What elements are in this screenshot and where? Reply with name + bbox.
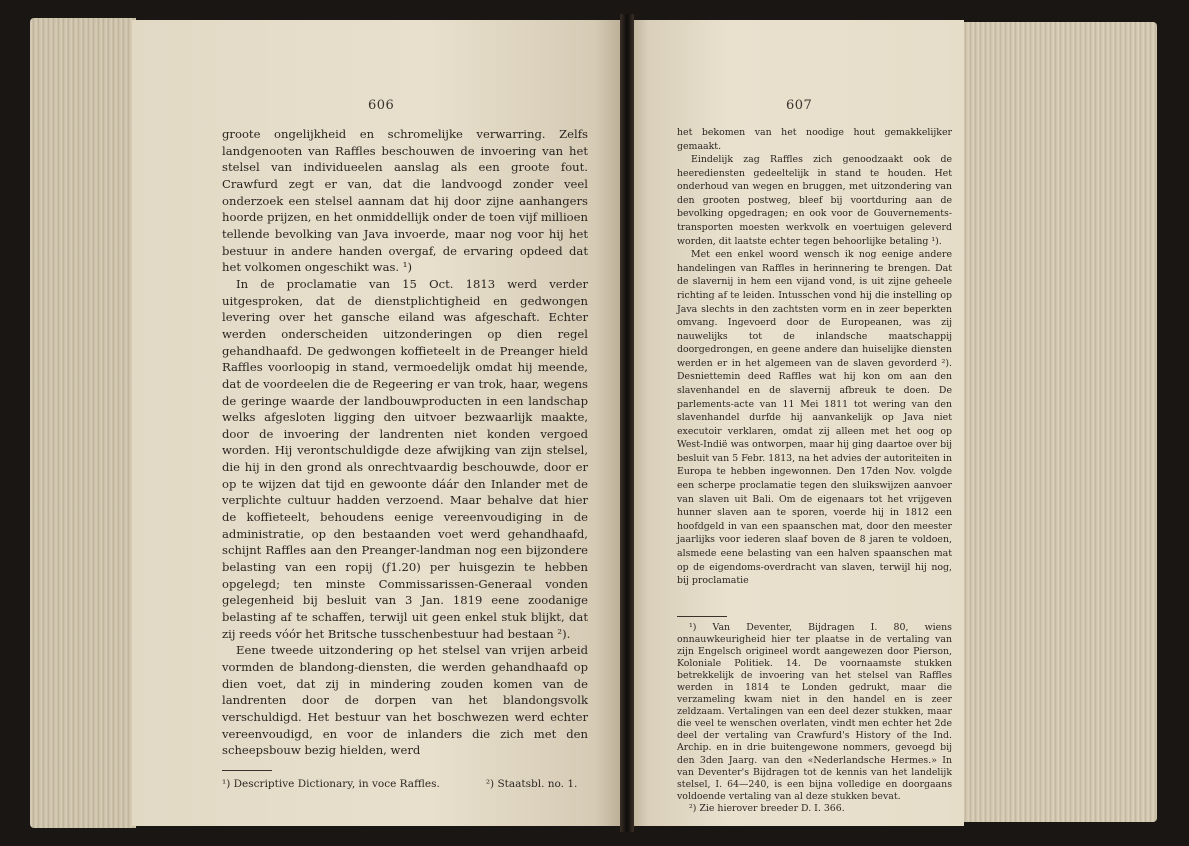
page-edges-left — [30, 18, 136, 828]
left-footnote-1: ¹) Descriptive Dictionary, in voce Raffles. — [222, 778, 440, 790]
right-paragraph-3: Met een enkel woord wensch ik nog eenige andere handelingen van Raffles in herinnering te brengen. Dat de slavernij in hem een vijand vond, is uit zijne geheele richting af te leiden. Intusschen vond hij die instelling op Java slechts in den zachtsten vorm en in zeer beperkten omvang. Ingevoerd door de Europeanen, was zij nauwelijks tot de inlandsche maatschappij doorgedrongen, en geene andere dan huiselijke diensten werden er in het algemeen van de slaven gevorderd ²). Desniettemin deed Raffles wat hij kon om aan den slavenhandel en de slavernij afbreuk te doen. De parlements-acte van 11 Mei 1811 tot wering van den slavenhandel durfde hij aanvankelijk op Java niet executoir verklaren, omdat zij alleen met het oog op West-Indië was ontworpen, maar hij ging daartoe over bij besluit van 5 Febr. 1813, na het advies der autoriteiten in Europa te hebben ingewonnen. Den 17den Nov. volgde een scherpe proclamatie tegen den sluikswijzen aanvoer van slaven uit Bali. Om de eigenaars tot het vrijgeven hunner slaven aan te sporen, voerde hij in 1812 een hoofdgeld in van een spaanschen mat, door den meester jaarlijks voor iederen slaaf boven de 8 jaren te voldoen, alsmede eene belasting van een halven spaanschen mat op de eigendoms-overdracht van slaven, terwijl hij nog, bij proclamatie — [677, 249, 952, 587]
right-footnotes — [677, 622, 952, 815]
right-page-body — [677, 126, 952, 588]
right-page-number: 607 — [786, 98, 813, 113]
right-paragraph-2: Eindelijk zag Raffles zich genoodzaakt ook de heerediensten gedeeltelijk in stand te houden. Het onderhoud van wegen en bruggen, met uitzondering van den grooten postweg, bleef bij voortduring aan de bevolking opgedragen; en ook voor de Gouvernements-transporten moesten werkvolk en voertuigen geleverd worden, dit laatste echter tegen behoorlijke betaling ¹). — [677, 154, 952, 247]
left-paragraph-2: In de proclamatie van 15 Oct. 1813 werd verder uitgesproken, dat de dienstplichtigheid en gedwongen levering over het gansche eiland was afgeschaft. Echter werden onderscheiden uitzonderingen op dien regel gehandhaafd. De gedwongen koffieteelt in de Preanger hield Raffles voorloopig in stand, vermoedelijk omdat hij meende, dat de voordeelen die de Regeering er van trok, haar, wegens de geringe waarde der landbouwproducten in een landschap welks afgesloten ligging den uitvoer bezwaarlijk maakte, door de invoering der landrenten niet konden vergoed worden. Hij verontschuldigde deze afwijking van zijn stelsel, die hij in den grond als onrechtvaardig beschouwde, door er op te wijzen dat tijd en gewoonte dáár den Inlander met de verplichte cultuur hadden verzoend. Maar behalve dat hier de koffieteelt, behoudens eenige vereenvoudiging in de administratie, op den bestaanden voet werd gehandhaafd, schijnt Raffles aan den Preanger-landman nog een bijzondere belasting van een ropij (ƒ1.20) per huisgezin te hebben opgelegd; ten minste Commissarissen-Generaal vonden gelegenheid bij besluit van 3 Jan. 1819 eene zoodanige belasting af te schaffen, terwijl uit geen enkel stuk blijkt, dat zij reeds vóór het Britsche tusschenbestuur had bestaan ²). — [222, 276, 588, 641]
left-page-body — [222, 126, 588, 759]
left-footnote-rule — [222, 770, 272, 771]
book-gutter — [620, 14, 634, 832]
left-paragraph-1: groote ongelijkheid en schromelijke verwarring. Zelfs landgenooten van Raffles beschouwen de invoering van het stelsel van individueelen aanslag als een groote fout. Crawfurd zegt er van, dat die landvoogd zonder veel onderzoek een stelsel aannam dat hij door zijne aanhangers hoorde prijzen, en het onmiddellijk onder de toen vijf millioen tellende bevolking van Java invoerde, maar nog voor hij het bestuur in andere handen overgaf, de ervaring opdeed dat het volkomen ongeschikt was. ¹) — [222, 127, 588, 275]
right-footnote-rule — [677, 616, 727, 617]
right-paragraph-1: het bekomen van het noodige hout gemakkelijker gemaakt. — [677, 127, 952, 152]
page-edges-right — [962, 22, 1157, 822]
right-footnote-1: ¹) Van Deventer, Bijdragen I. 80, wiens onnauwkeurigheid hier ter plaatse in de vertaling van zijn Engelsch origineel wordt aangewezen door Pierson, Koloniale Politiek. 14. De voornaamste stukken betrekkelijk de invoering van het stelsel van Raffles werden in 1814 te Londen gedrukt, maar die verzameling kwam niet in den handel en is zeer zeldzaam. Vertalingen van een deel dezer stukken, maar die veel te wenschen overlaten, vindt men echter het 2de deel der vertaling van Crawfurd's History of the Ind. Archip. en in drie buitengewone nommers, gevoegd bij den 3den Jaarg. van den «Nederlandsche Hermes.» In van Deventer's Bijdragen tot de kennis van het landelijk stelsel, I. 64—240, is een bijna volledige en doorgaans voldoende vertaling van al deze stukken bevat. — [677, 622, 952, 802]
left-paragraph-3: Eene tweede uitzondering op het stelsel van vrijen arbeid vormden de blandong-diensten, die werden gehandhaafd op dien voet, dat zij in mindering zouden komen van de landrenten door de dorpen van het blandongsvolk verschuldigd. Het bestuur van het boschwezen werd echter vereenvoudigd, en voor de inlanders die zich met den scheepsbouw bezig hielden, werd — [222, 643, 588, 758]
right-footnote-2: ²) Zie hierover breeder D. I. 366. — [689, 802, 845, 814]
left-footnote-2: ²) Staatsbl. no. 1. — [485, 778, 578, 790]
left-footnotes — [222, 778, 577, 790]
left-page-number: 606 — [368, 98, 395, 113]
